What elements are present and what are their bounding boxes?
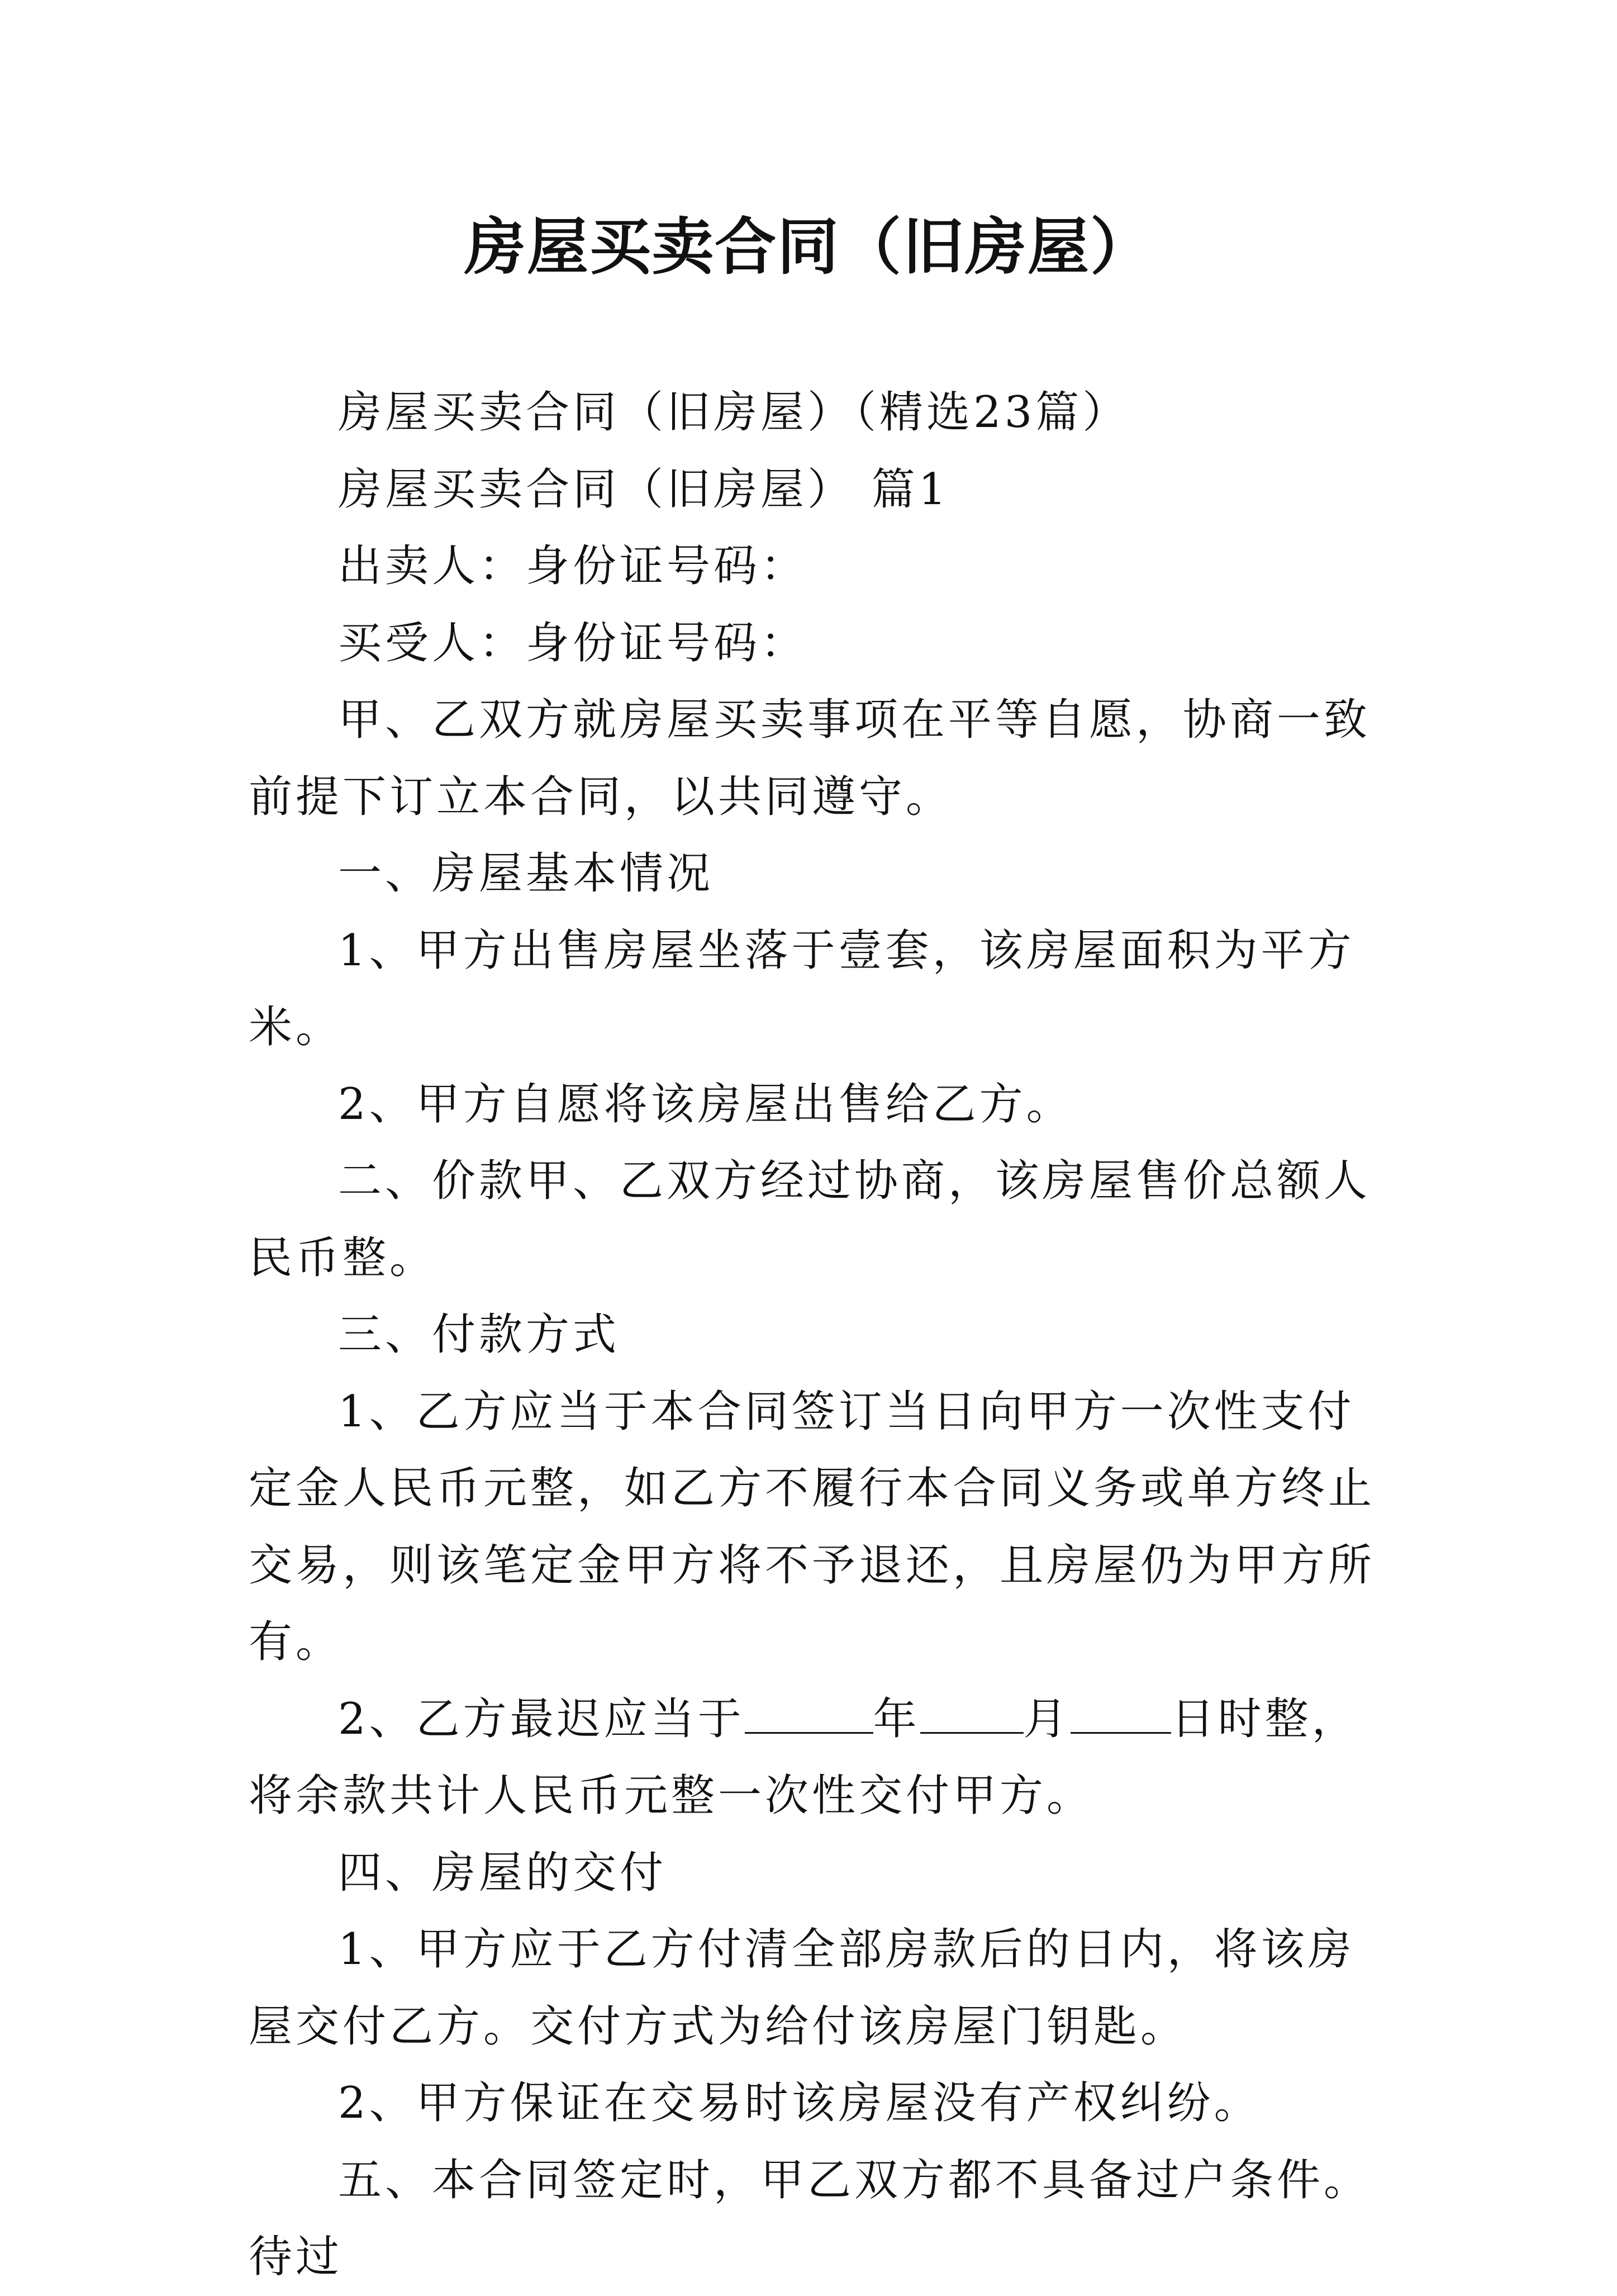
paragraph-section-heading: 房屋买卖合同（旧房屋） 篇1 [338,464,950,515]
paragraph-delivery-2: 2、甲方保证在交易时该房屋没有产权纠纷。 [338,2078,1261,2128]
paragraph-basic-info-2: 2、甲方自愿将该房屋出售给乙方。 [338,1079,1073,1130]
payment-2-month: 月 [1023,1693,1071,1744]
payment-2-year: 年 [873,1693,920,1744]
paragraph-basic-info-1: 1、甲方出售房屋坐落于壹套，该房屋面积为平方米。 [249,925,1355,1052]
payment-2-suffix: 日时整，将余款共计人民币元整一次性交付甲方。 [249,1693,1359,1821]
paragraph-preamble: 甲、乙双方就房屋买卖事项在平等自愿，协商一致前提下订立本合同，以共同遵守。 [249,695,1371,822]
paragraph-payment-2 [249,1681,1394,1835]
blank-month-field [920,1693,1024,1734]
paragraph-subtitle: 房屋买卖合同（旧房屋）（精选23篇） [338,387,1130,438]
document-title: 房屋买卖合同（旧房屋） [464,211,1153,283]
document-body [249,374,1394,2296]
paragraph-price: 二、价款甲、乙双方经过协商，该房屋售价总额人民币整。 [249,1156,1371,1283]
paragraph-heading-basic-info: 一、房屋基本情况 [338,848,714,899]
paragraph-heading-delivery: 四、房屋的交付 [338,1847,667,1898]
paragraph-payment-1: 1、乙方应当于本合同签订当日向甲方一次性支付定金人民币元整，如乙方不履行本合同义务或单方终止交易，则该笔定金甲方将不予退还，且房屋仍为甲方所有。 [249,1386,1376,1667]
blank-year-field [745,1693,873,1734]
paragraph-seller: 出卖人：身份证号码： [338,541,808,591]
paragraph-buyer: 买受人：身份证号码： [338,618,808,668]
blank-day-field [1071,1693,1171,1734]
paragraph-transfer: 五、本合同签定时，甲乙双方都不具备过户条件。待过 [249,2155,1371,2282]
paragraph-delivery-1: 1、甲方应于乙方付清全部房款后的日内，将该房屋交付乙方。交付方式为给付该房屋门钥匙。 [249,1924,1355,2052]
paragraph-heading-payment: 三、付款方式 [338,1310,620,1360]
payment-2-prefix: 2、乙方最迟应当于 [338,1693,745,1744]
